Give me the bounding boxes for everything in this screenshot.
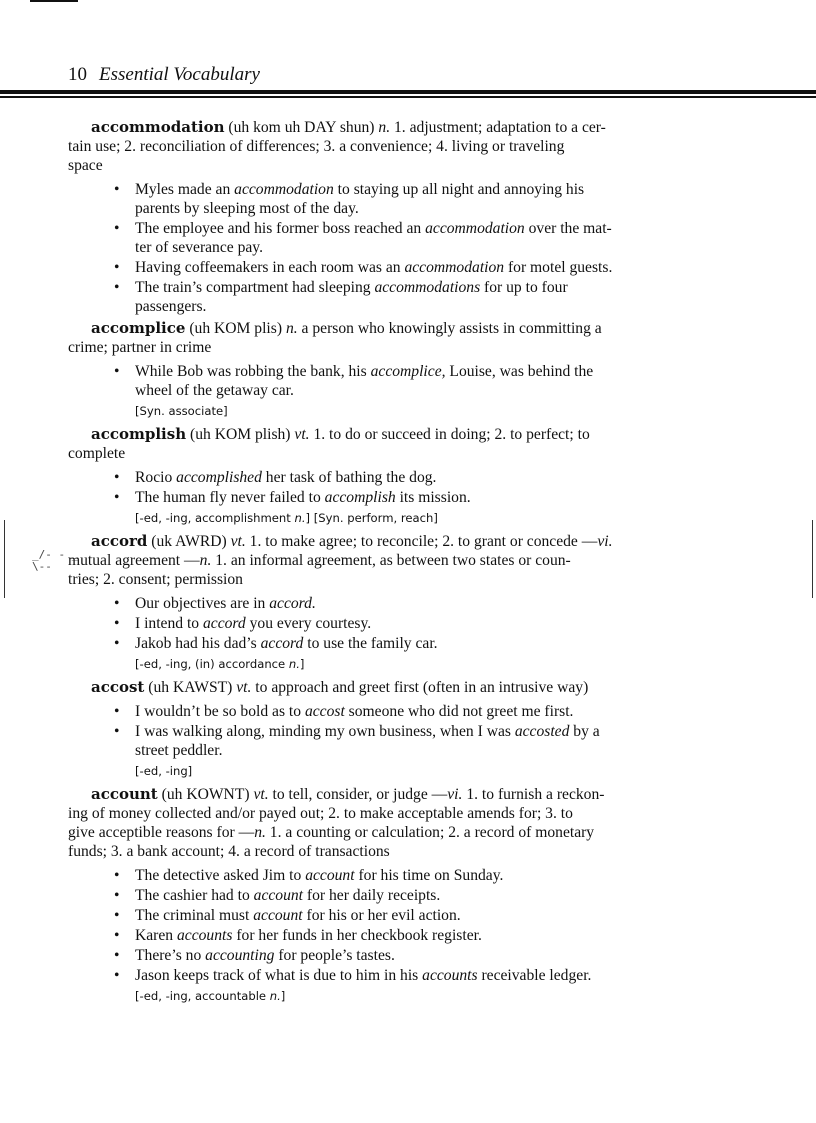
word-forms-note: [-ed, -ing, accountable n.] [135,989,286,1003]
word-forms-note: [-ed, -ing, accomplishment n.] [Syn. perform, reach] [135,511,438,525]
header-rule-thick [0,90,816,94]
example-sentence: • Rocio accomplished her task of bathing the dog. [135,468,728,487]
dictionary-entry [68,678,728,780]
example-sentence: • There’s no accounting for people’s tastes. [135,946,728,965]
dictionary-entry [68,785,728,1005]
header-rule-thin [0,96,816,98]
top-corner-rule [30,0,78,2]
dictionary-entry [68,425,728,527]
entry-definition [68,678,728,697]
example-sentence: • Myles made an accommodation to staying up all night and annoying his parents by sleeping most of the day. [135,180,728,218]
definition-text: (uk AWRD) vt. 1. to make agree; to reconcile; 2. to grant or concede —vi. mutual agreement —n. 1. an informal agreement, as between two states or coun- tries; 2. consent; permission [68,533,613,588]
definition-text: (uh KOM plis) n. a person who knowingly assists in committing a crime; partner in crime [68,320,602,356]
definition-text: (uh KOWNT) vt. to tell, consider, or judge —vi. 1. to furnish a reckon- ing of money collected and/or payed out; 2. to make acceptable amends for; 3. to give acceptible reasons for —n. 1. a counting or calculation; 2. a record of monetary funds; 3. a bank account; 4. a record of transactions [68,786,605,860]
example-sentence: • Karen accounts for her funds in her checkbook register. [135,926,728,945]
example-list [68,702,728,760]
headword: accomplice [91,319,186,337]
example-list [68,866,728,985]
dictionary-entry [68,532,728,673]
right-edge-mark [812,520,813,598]
example-sentence: • Having coffeemakers in each room was an accommodation for motel guests. [135,258,728,277]
headword: accost [91,678,145,696]
example-sentence: • I was walking along, minding my own business, when I was accosted by a street peddler. [135,722,728,760]
example-sentence: • While Bob was robbing the bank, his accomplice, Louise, was behind the wheel of the getaway car. [135,362,728,400]
entry-definition [68,118,728,175]
example-sentence: • Our objectives are in accord. [135,594,728,613]
example-sentence: • The employee and his former boss reached an accommodation over the mat- ter of severance pay. [135,219,728,257]
example-sentence: • The detective asked Jim to account for his time on Sunday. [135,866,728,885]
definition-text: (uh kom uh DAY shun) n. 1. adjustment; adaptation to a cer- tain use; 2. reconciliation of differences; 3. a convenience; 4. living or traveling space [68,119,606,174]
page-header [68,63,260,86]
entry-definition [68,785,728,861]
example-list [68,180,728,316]
definition-text: (uh KOM plish) vt. 1. to do or succeed in doing; 2. to perfect; to complete [68,426,590,462]
word-forms-note: [-ed, -ing] [135,764,193,778]
entry-definition [68,319,728,357]
headword: accomplish [91,425,187,443]
running-title: Essential Vocabulary [99,64,260,85]
definition-text: (uh KAWST) vt. to approach and greet first (often in an intrusive way) [144,679,589,696]
word-forms-note: [Syn. associate] [135,404,228,418]
example-sentence: • I intend to accord you every courtesy. [135,614,728,633]
margin-annotation-mark: _/‐ ‐ _ \-- [32,548,79,573]
left-edge-mark [4,520,5,598]
example-sentence: • Jakob had his dad’s accord to use the family car. [135,634,728,653]
example-sentence: • The train’s compartment had sleeping accommodations for up to four passengers. [135,278,728,316]
word-forms-note: [-ed, -ing, (in) accordance n.] [135,657,305,671]
page-number: 10 [68,64,87,85]
example-sentence: • The human fly never failed to accomplish its mission. [135,488,728,507]
entry-definition [68,532,728,589]
entry-definition [68,425,728,463]
example-sentence: • The cashier had to account for her daily receipts. [135,886,728,905]
dictionary-entries [68,118,728,1010]
example-sentence: • The criminal must account for his or her evil action. [135,906,728,925]
example-sentence: • Jason keeps track of what is due to him in his accounts receivable ledger. [135,966,728,985]
example-list [68,594,728,653]
headword: accommodation [91,118,225,136]
dictionary-entry [68,319,728,420]
dictionary-entry [68,118,728,316]
headword: accord [91,532,148,550]
headword: account [91,785,158,803]
example-list [68,468,728,507]
example-sentence: • I wouldn’t be so bold as to accost someone who did not greet me first. [135,702,728,721]
example-list [68,362,728,400]
